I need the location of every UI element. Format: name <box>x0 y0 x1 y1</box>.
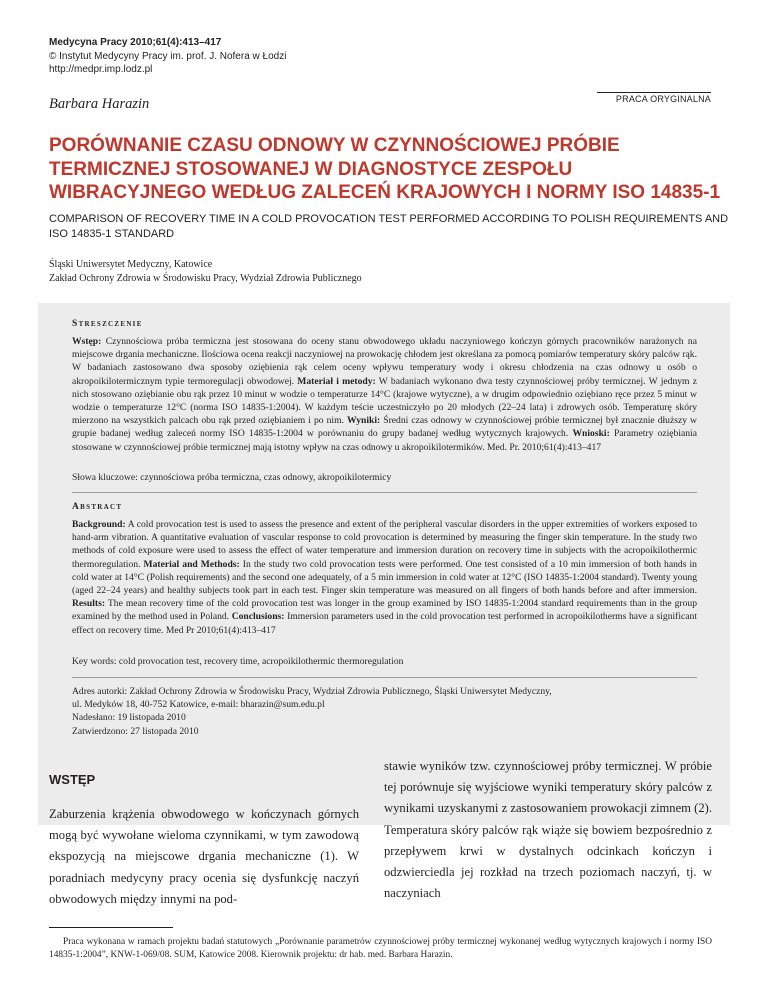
text-background: A cold provocation test is used to assess the presence and extent of the peripheral vascular disorders in the upper extremities of workers exposed to hand-arm vibration. A quantitative evaluation of vascular response to cold provocation is determined by measuring the finger skin temperature. In the study two methods of cold exposure were used to assess the effect of water temperature and immersion duration on recovery time in subjects with the acropoikilothermic thermoregulation. <box>72 519 697 570</box>
journal-header <box>49 36 286 77</box>
article-title-en: COMPARISON OF RECOVERY TIME IN A COLD PROVOCATION TEST PERFORMED ACCORDING TO POLISH REQUIREMENTS AND ISO 14835-1 STANDARD <box>49 213 729 240</box>
label-wnioski: Wnioski: <box>572 428 610 440</box>
correspondence <box>72 685 697 738</box>
text-results: The mean recovery time of the cold provocation test was longer in the group examined by ISO 14835-1:2004 standard requirements than in the group examined by the method used in Poland. <box>72 598 697 623</box>
text-wnioski: Parametry oziębiania stosowane w czynnościowej próbie termicznej mają istotny wpływ na czas odnowy u akropoikilotermików. Med. Pr. 2010;61(4):413–417 <box>72 428 697 453</box>
text-methods: In the study two cold provocation tests were performed. One test consisted of a 10 min immersion of both hands in cold water at 14°C (Polish requirements) and the second one adequately, of a 5 min immersion in cold water at 12°C (ISO 14835-1:2004 standard). Twenty young (aged 22–24 years) and healthy subjects took part in each test. Finger skin temperature was measured on all fingers of both hands before and after immersion. <box>72 558 697 597</box>
keywords-en: Key words: cold provocation test, recovery time, acropoikilothermic thermoregulation <box>72 656 404 667</box>
section-label: PRACA ORYGINALNA <box>597 92 711 106</box>
journal-citation: Medycyna Pracy 2010;61(4):413–417 <box>49 37 222 48</box>
abstract-box <box>38 303 730 825</box>
body-right-column: stawie wyników tzw. czynnościowej próby termicznej. W próbie tej porównuje się wyjściowe wyniki temperatury skóry palców z wynikami uzyskanymi z zastosowaniem prowokacji zimnem (2). Temperatura skóry palców rąk wiąże się bowiem bezpośrednio z przepływem krwi w dystalnych odcinkach kończyn i odzwierciedla jej rozkład na trzech poziomach naczyń, tj. w naczyniach <box>384 759 712 901</box>
body-left-column: Zaburzenia krążenia obwodowego w kończynach górnych mogą być wywołane wieloma czynnikami, w tym zawodową ekspozycją na miejscowe drgania mechaniczne (1). W poradniach medycyny pracy ocenia się dysfunkcję naczyń obwodowych między innymi na pod- <box>49 807 359 906</box>
label-wstep: Wstęp: <box>72 336 102 347</box>
accepted-date: Zatwierdzono: 27 listopada 2010 <box>72 725 199 737</box>
label-methods: Material and Methods: <box>143 558 240 570</box>
keywords-pl: Słowa kluczowe: czynnościowa próba termiczna, czas odnowy, akropoikilotermicy <box>72 472 392 483</box>
label-material: Materiał i metody: <box>297 375 376 387</box>
affiliation-university: Śląski Uniwersytet Medyczny, Katowice <box>49 259 213 270</box>
submitted-date: Nadesłano: 19 listopada 2010 <box>72 712 186 724</box>
streszczenie-heading: Streszczenie <box>72 319 143 329</box>
affiliation-department: Zakład Ochrony Zdrowia w Środowisku Pracy, Wydział Zdrowia Publicznego <box>49 272 362 284</box>
label-conclusions: Conclusions: <box>231 611 285 623</box>
article-title-pl: PORÓWNANIE CZASU ODNOWY W CZYNNOŚCIOWEJ PRÓBIE TERMICZNEJ STOSOWANEJ W DIAGNOSTYCE ZESPOŁU WIBRACYJNEGO WEDŁUG ZALECEŃ KRAJOWYCH I NORMY ISO 14835-1 <box>49 135 721 203</box>
abstract-text <box>72 518 697 637</box>
author-address-line1: Adres autorki: Zakład Ochrony Zdrowia w Środowisku Pracy, Wydział Zdrowia Publicznego, Śląski Uniwersytet Medyczny, <box>72 686 552 697</box>
author-address-line2: ul. Medyków 18, 40-752 Katowice, e-mail: bharazin@sum.edu.pl <box>72 699 325 711</box>
label-wyniki: Wyniki: <box>346 415 381 427</box>
copyright-line: © Instytut Medycyny Pracy im. prof. J. Nofera w Łodzi <box>49 50 287 62</box>
section-heading-wstep: WSTĘP <box>49 772 96 787</box>
footnote: Praca wykonana w ramach projektu badań statutowych „Porównanie parametrów czynnościowej próby termicznej wykonanej według wytycznych krajowych i normy ISO 14835-1:2004”, KNW-1-069/08. SUM, Katowice 2008. Kierownik projektu: dr hab. med. Barbara Harazin. <box>49 937 712 960</box>
text-wstep: Czynnościowa próba termiczna jest stosowana do oceny stanu obwodowego układu naczyniowego kończyn górnych pracowników narażonych na miejscowe drgania mechaniczne. Ilościowa ocena reakcji naczyniowej na prowokację chłodem jest określana za pomocą pomiarów temperatury skóry palców rąk. W badaniach zastosowano dwa sposoby oziębienia rąk celem oceny wpływu temperatury wody i okresu chłodzenia na czas odnowy u osób o akropoikilotermicznym typie termoregulacji obwodowej. <box>72 336 697 387</box>
text-conclusions: Immersion parameters used in the cold provocation test performed in acropoikilotherms have a significant effect on recovery time. Med Pr 2010;61(4):413–417 <box>72 611 698 636</box>
text-wyniki: Średni czas odnowy w czynnościowej próbie termicznej był znacznie dłuższy w grupie badanej według zaleceń normy ISO 14835-1:2004 w porównaniu do grupy badanej według wytycznych krajowych. <box>72 415 697 440</box>
journal-url[interactable]: http://medpr.imp.lodz.pl <box>49 64 153 75</box>
abstract-divider <box>72 492 697 493</box>
abstract-heading: Abstract <box>72 502 123 512</box>
correspondence-divider <box>72 677 697 678</box>
streszczenie-text <box>72 335 697 454</box>
affiliation <box>49 258 729 285</box>
label-background: Background: <box>72 519 126 530</box>
label-results: Results: <box>72 598 106 610</box>
footnote-rule <box>49 927 173 928</box>
text-material: W badaniach wykonano dwa testy czynnościowej próby termicznej. W jednym z nich stosowano oziębianie obu rąk przez 10 minut w wodzie o temperaturze 14°C (krajowe wytyczne), a w drugim odpowiednio oziębiano ręce przez 5 minut w wodzie o temperaturze 12°C (norma ISO 14835-1:2004). W każdym teście uczestniczyło po 20 młodych (22–24 lata) i zdrowych osób. Temperaturę skóry mierzono na wszystkich palcach obu rąk przed oziębianiem i po nim. <box>72 375 698 427</box>
author-name: Barbara Harazin <box>49 96 150 112</box>
